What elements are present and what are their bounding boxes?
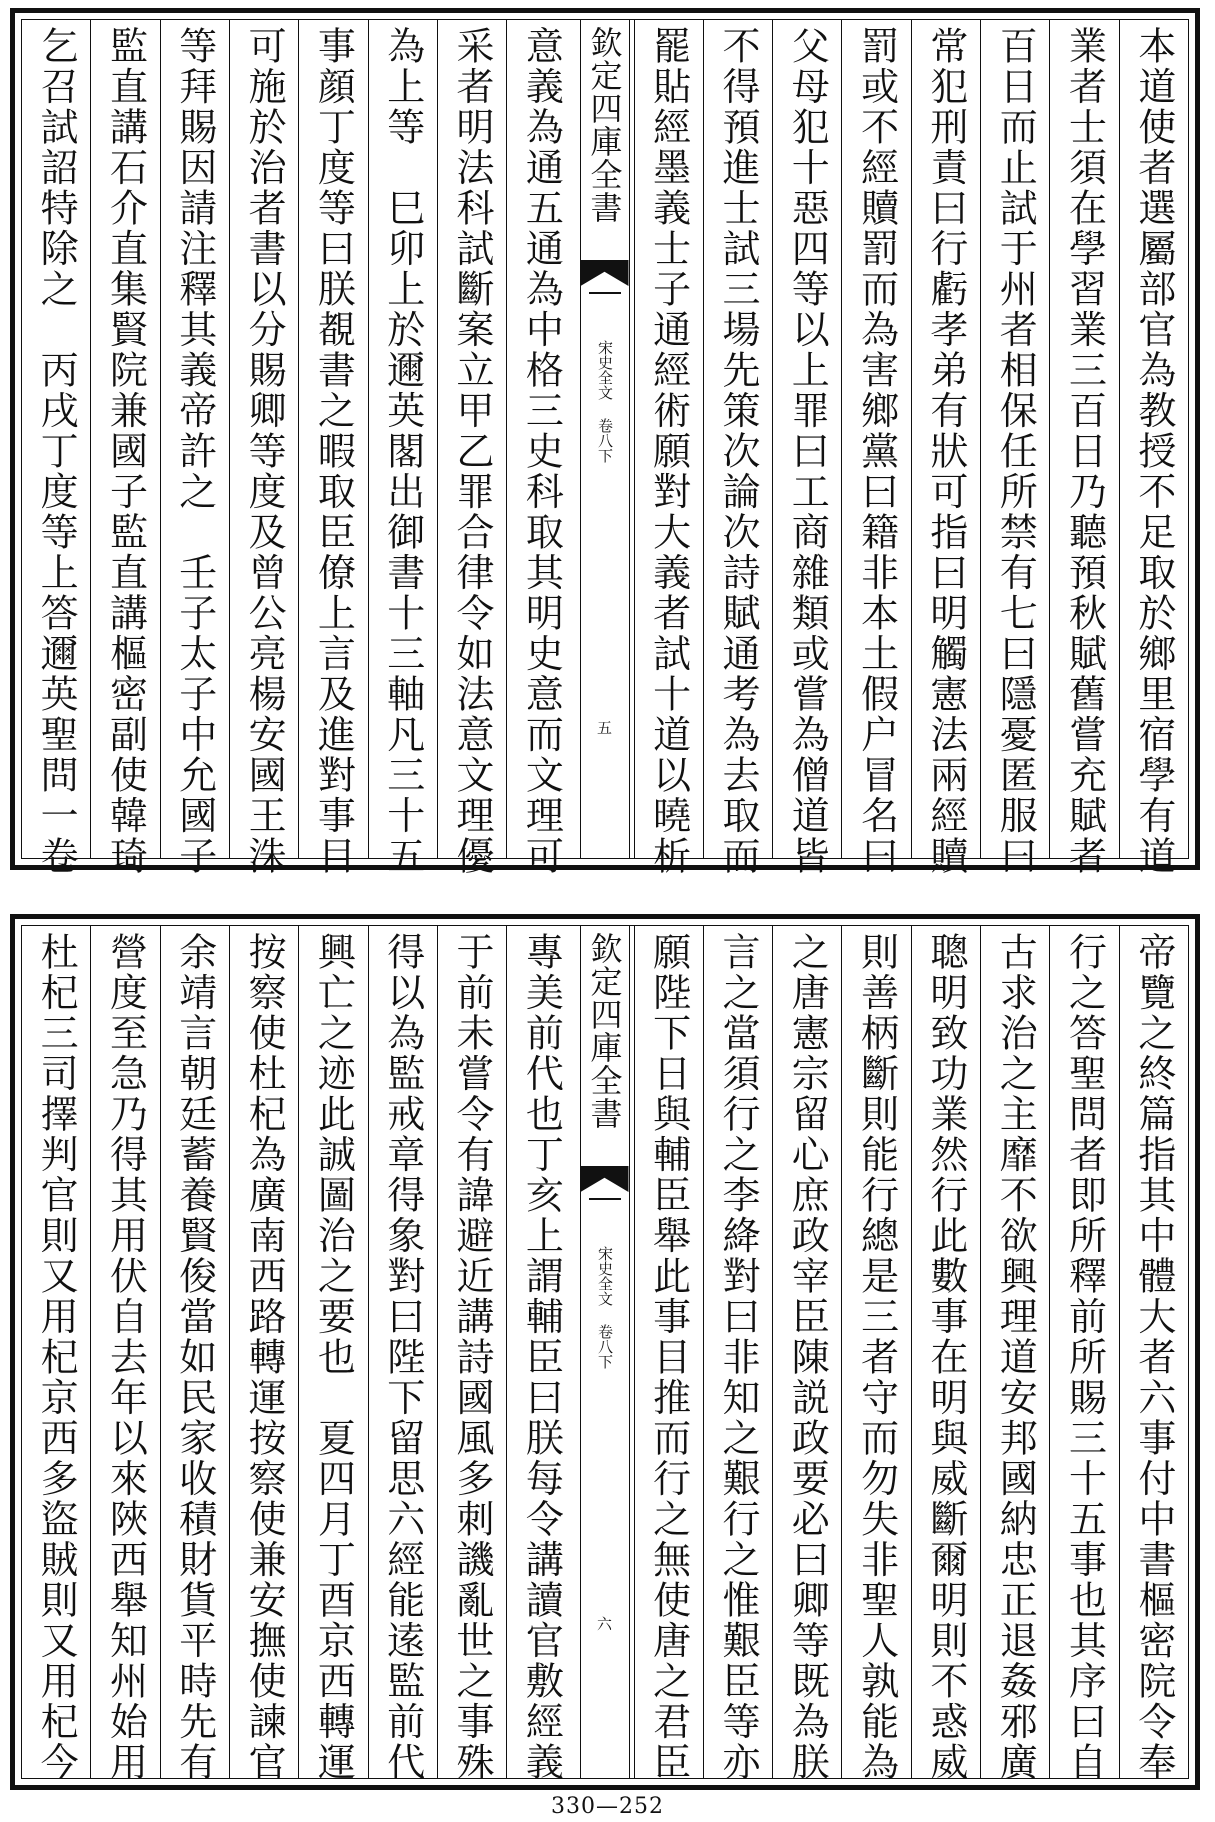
book-title: 欽定四庫全書 xyxy=(585,932,624,1130)
book-title: 欽定四庫全書 xyxy=(585,26,624,224)
text-column xyxy=(160,20,229,877)
text-column xyxy=(772,20,841,877)
column-text: 言之當須行之李絳對曰非知之艱行之惟艱臣等亦 xyxy=(715,932,760,1783)
column-text: 采者明法科試斷案立甲乙罪合律令如法意文理優 xyxy=(450,26,495,877)
text-column xyxy=(368,926,437,1783)
column-text: 不得預進士試三場先策次論次詩賦通考為去取而 xyxy=(715,26,760,877)
text-column xyxy=(90,926,159,1783)
text-column xyxy=(1119,20,1188,877)
column-text: 得以為監戒章得象對曰陛下留思六經能逺監前代 xyxy=(380,932,425,1783)
folio-number: 五 xyxy=(595,720,613,735)
column-text: 興亡之迹此誠圖治之要也 夏四月丁酉京西轉運 xyxy=(311,932,356,1783)
column-text: 行之答聖問者即所釋前所賜三十五事也其序曰自 xyxy=(1062,932,1107,1783)
text-column xyxy=(634,20,703,877)
column-text: 願陛下日與輔臣舉此事目推而行之無使唐之君臣 xyxy=(646,932,691,1783)
fold-line xyxy=(589,292,621,294)
text-column xyxy=(634,926,703,1783)
center-fold xyxy=(580,20,630,858)
bottom-page-frame xyxy=(21,925,1189,1783)
text-column xyxy=(437,926,506,1783)
column-text: 帝覽之終篇指其中體大者六事付中書樞密院令奉 xyxy=(1131,932,1176,1783)
fishtail-mark-icon xyxy=(581,260,629,286)
text-column xyxy=(980,926,1049,1783)
text-column xyxy=(1049,926,1118,1783)
column-text: 聰明致功業然行此數事在明與威斷爾明則不惑威 xyxy=(923,932,968,1783)
column-text: 乞召試詔特除之 丙戌丁度等上答邇英聖問一卷 xyxy=(34,26,79,877)
column-text: 則善柄斷則能行總是三者守而勿失非聖人孰能為 xyxy=(854,932,899,1783)
column-text: 為上等 巳卯上於邇英閣出御書十三軸凡三十五 xyxy=(380,26,425,877)
fold-line xyxy=(589,1198,621,1200)
column-text: 事顔丁度等曰朕覩書之暇取臣僚上言及進對事目 xyxy=(311,26,356,877)
column-text: 罰或不經贖罰而為害鄉黨曰籍非本土假户冒名曰 xyxy=(854,26,899,877)
column-text: 等拜賜因請注釋其義帝許之 壬子太子中允國子 xyxy=(172,26,217,877)
text-column xyxy=(22,926,90,1783)
bottom-page xyxy=(10,914,1200,1790)
top-page-frame xyxy=(21,19,1189,877)
column-text: 營度至急乃得其用伏自去年以來陜西舉知州始用 xyxy=(103,932,148,1783)
volume-label: 宋史全文 卷八下 xyxy=(596,340,614,463)
column-text: 百日而止試于州者相保任所禁有七曰隱憂匿服曰 xyxy=(993,26,1038,877)
text-column xyxy=(980,20,1049,877)
column-text: 監直講石介直集賢院兼國子監直講樞密副使韓琦 xyxy=(103,26,148,877)
top-page xyxy=(10,8,1200,877)
column-text: 本道使者選屬部官為教授不足取於鄉里宿學有道 xyxy=(1131,26,1176,877)
text-column xyxy=(229,926,298,1783)
column-text: 按察使杜杞為廣南西路轉運按察使兼安撫使諫官 xyxy=(242,932,287,1783)
text-column xyxy=(1049,20,1118,877)
column-text: 于前未嘗令有諱避近講詩國風多刺譏亂世之事殊 xyxy=(450,932,495,1783)
text-column xyxy=(22,20,90,877)
column-text: 罷貼經墨義士子通經術願對大義者試十道以曉析 xyxy=(646,26,691,877)
column-text: 父母犯十惡四等以上罪曰工商雜類或嘗為僧道皆 xyxy=(785,26,830,877)
page-footer-number: 330—252 xyxy=(551,1794,664,1819)
text-column xyxy=(841,20,910,877)
text-column xyxy=(1119,926,1188,1783)
text-column xyxy=(911,926,980,1783)
text-column xyxy=(298,20,367,877)
text-column xyxy=(437,20,506,877)
text-column xyxy=(229,20,298,877)
fishtail-mark-icon xyxy=(581,1166,629,1192)
text-column xyxy=(703,20,772,877)
center-fold xyxy=(580,926,630,1778)
text-column xyxy=(298,926,367,1783)
text-column xyxy=(506,20,575,877)
text-column xyxy=(368,20,437,877)
column-text: 意義為通五通為中格三史科取其明史意而文理可 xyxy=(519,26,564,877)
column-text: 余靖言朝廷蓄養賢俊當如民家收積財貨平時先有 xyxy=(172,932,217,1783)
text-column xyxy=(841,926,910,1783)
column-text: 業者士須在學習業三百日乃聽預秋賦舊嘗充賦者 xyxy=(1062,26,1107,877)
column-text: 常犯刑責曰行虧孝弟有狀可指曰明觸憲法兩經贖 xyxy=(923,26,968,877)
text-column xyxy=(90,20,159,877)
folio-number: 六 xyxy=(595,1616,613,1631)
column-text: 杜杞三司擇判官則又用杞京西多盜賊則又用杞今 xyxy=(34,932,79,1783)
volume-label: 宋史全文 卷八下 xyxy=(596,1246,614,1369)
column-text: 古求治之主靡不欲興理道安邦國納忠正退姦邪廣 xyxy=(993,932,1038,1783)
text-column xyxy=(160,926,229,1783)
text-column xyxy=(506,926,575,1783)
text-column xyxy=(703,926,772,1783)
text-column xyxy=(911,20,980,877)
column-text: 專美前代也丁亥上謂輔臣曰朕每令講讀官敷經義 xyxy=(519,932,564,1783)
column-text: 可施於治者書以分賜卿等度及曾公亮楊安國王洙 xyxy=(242,26,287,877)
text-column xyxy=(772,926,841,1783)
column-text: 之唐憲宗留心庶政宰臣陳説政要必曰卿等既為朕 xyxy=(785,932,830,1783)
